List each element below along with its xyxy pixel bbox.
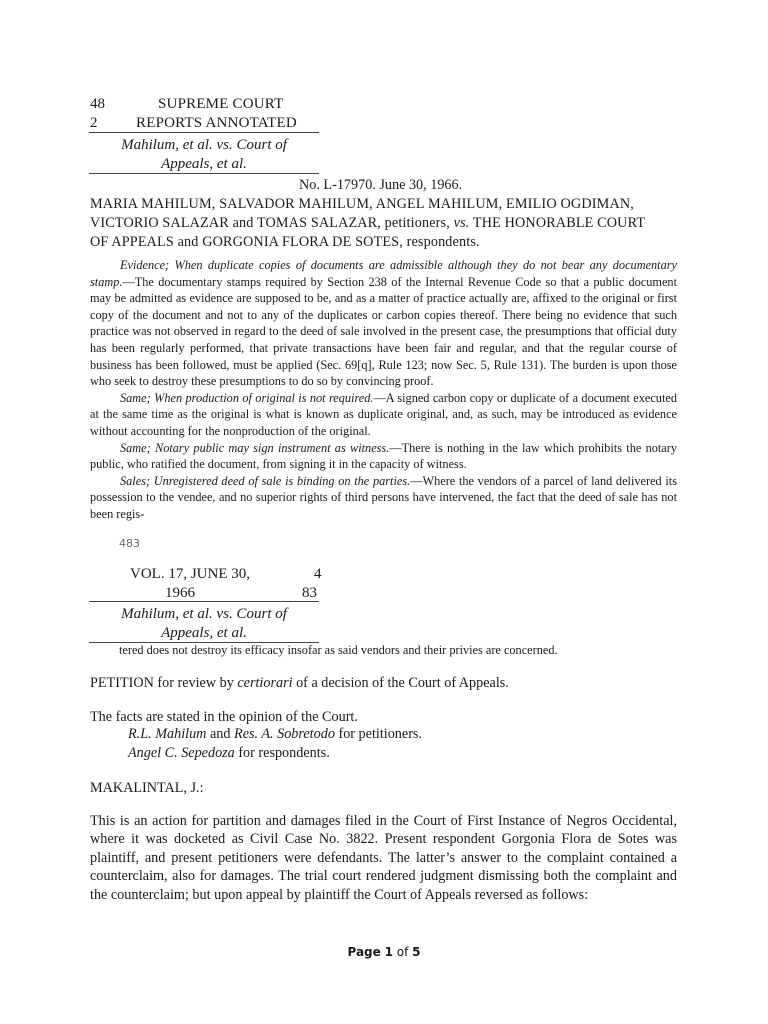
syllabus-paragraph [90, 257, 677, 390]
page-footer-text: Page 1 of 5 [347, 945, 421, 959]
case-number: No. L-17970. June 30, 1966. [299, 177, 463, 193]
parties-vs: vs. [453, 215, 470, 231]
counsel-name: Res. A. Sobretodo [234, 726, 335, 742]
counsel-and: and [206, 726, 235, 742]
syllabus-paragraph [90, 390, 677, 440]
case-title-line-2: Appeals, et al. [161, 156, 247, 172]
ponente: MAKALINTAL, J.: [90, 780, 204, 796]
running-head-volume: VOL. 17, JUNE 30, [130, 566, 250, 582]
opinion-paragraph: This is an action for partition and damages filed in the Court of First Instance of Negros Occidental, where it was docketed as Civil Case No. 3822. Present respondent Gorgonia Flora de Sotes was plaintiff, and present petitioners were defendants. The latter’s answer to the complaint contained a counterclaim, also for damages. The trial court rendered judgment dismissing both the complaint and the counterclaim; but upon appeal by plaintiff the Court of Appeals reversed as follows: [90, 813, 677, 903]
header-rule [89, 601, 319, 602]
syllabus-heading: Same; Notary public may sign instrument as witness. [120, 440, 390, 455]
syllabus-heading: Sales; Unregistered deed of sale is binding on the parties. [120, 473, 411, 488]
counsel-role: for petitioners. [334, 726, 422, 742]
syllabus-heading: Same; When production of original is not required. [120, 390, 374, 405]
syllabus-text: —There is nothing in the law which prohibits the notary public, who ratified the document, from signing it in the capacity of witness. [90, 440, 677, 472]
counsel-name: R.L. Mahilum [128, 726, 207, 742]
original-page-number: 483 [119, 537, 140, 550]
parties-line-2-text: VICTORIO SALAZAR and TOMAS SALAZAR, petitioners, [90, 215, 450, 231]
case-title-line-1: Mahilum, et al. vs. Court of [121, 606, 287, 622]
parties-line-2 [90, 214, 645, 234]
counsel-name: Angel C. Sepedoza [128, 745, 235, 761]
petition-line [90, 674, 509, 694]
syllabus-heading: Evidence; When duplicate copies of documents are admissible although they do not bear any documentary stamp. [90, 258, 677, 289]
header-rule [89, 132, 319, 133]
page-footer [0, 945, 768, 959]
case-title-line-2: Appeals, et al. [161, 625, 247, 641]
running-head-reports: REPORTS ANNOTATED [136, 115, 297, 131]
syllabus-text: —The documentary stamps required by Section 238 of the Internal Revenue Code so that a public document may be admitted as evidence are supposed to be, and as a matter of practice actually are, affixed to the original or first copy of the document and not to any of the duplicates or carbon copies thereof. There being no evidence that such practice was not observed in regard to the deed of sale involved in the present case, the presumptions that official duty has been regularly performed, that private transactions have been fair and regular, and that the regular course of business has been followed, must be applied (Sec. 69[q], Rule 123; now Sec. 5, Rule 131). The burden is upon those who seek to destroy these presumptions to do so by convincing proof. [90, 274, 677, 389]
running-head-court: SUPREME COURT [158, 96, 284, 112]
parties-line-3: OF APPEALS and GORGONIA FLORA DE SOTES, respondents. [90, 234, 480, 250]
facts-line: The facts are stated in the opinion of the Court. [90, 709, 358, 725]
parties-line-2-tail: THE HONORABLE COURT [472, 215, 646, 231]
header-rule [89, 173, 319, 174]
syllabus [90, 257, 677, 523]
syllabus-paragraph [90, 440, 677, 473]
counsel-role: for respondents. [234, 745, 330, 761]
page-number-left-a: 48 [90, 96, 105, 112]
case-title-line-1: Mahilum, et al. vs. Court of [121, 137, 287, 153]
parties-line-1: MARIA MAHILUM, SALVADOR MAHILUM, ANGEL MAHILUM, EMILIO OGDIMAN, [90, 196, 635, 212]
syllabus-paragraph [90, 473, 677, 523]
running-head-year: 1966 [165, 585, 195, 601]
counsel-petitioners [128, 725, 422, 745]
syllabus-text: —A signed carbon copy or duplicate of a document executed at the same time as the original is what is known as duplicate original, and, as such, may be introduced as evidence without accounting for the nonproduction of the original. [90, 390, 677, 438]
page-number-right-b: 83 [302, 585, 317, 601]
counsel-respondents [128, 744, 330, 764]
syllabus-continued: tered does not destroy its efficacy insofar as said vendors and their privies are concerned. [119, 643, 558, 657]
petition-certiorari: certiorari [237, 675, 293, 691]
syllabus-text: —Where the vendors of a parcel of land delivered its possession to the vendee, and no superior rights of third persons have intervened, the fact that the deed of sale has not been regis- [90, 473, 677, 521]
petition-text-end: of a decision of the Court of Appeals. [292, 675, 509, 691]
petition-text: PETITION for review by [90, 675, 238, 691]
page-number-right-a: 4 [314, 566, 322, 582]
page-number-left-b: 2 [90, 115, 98, 131]
